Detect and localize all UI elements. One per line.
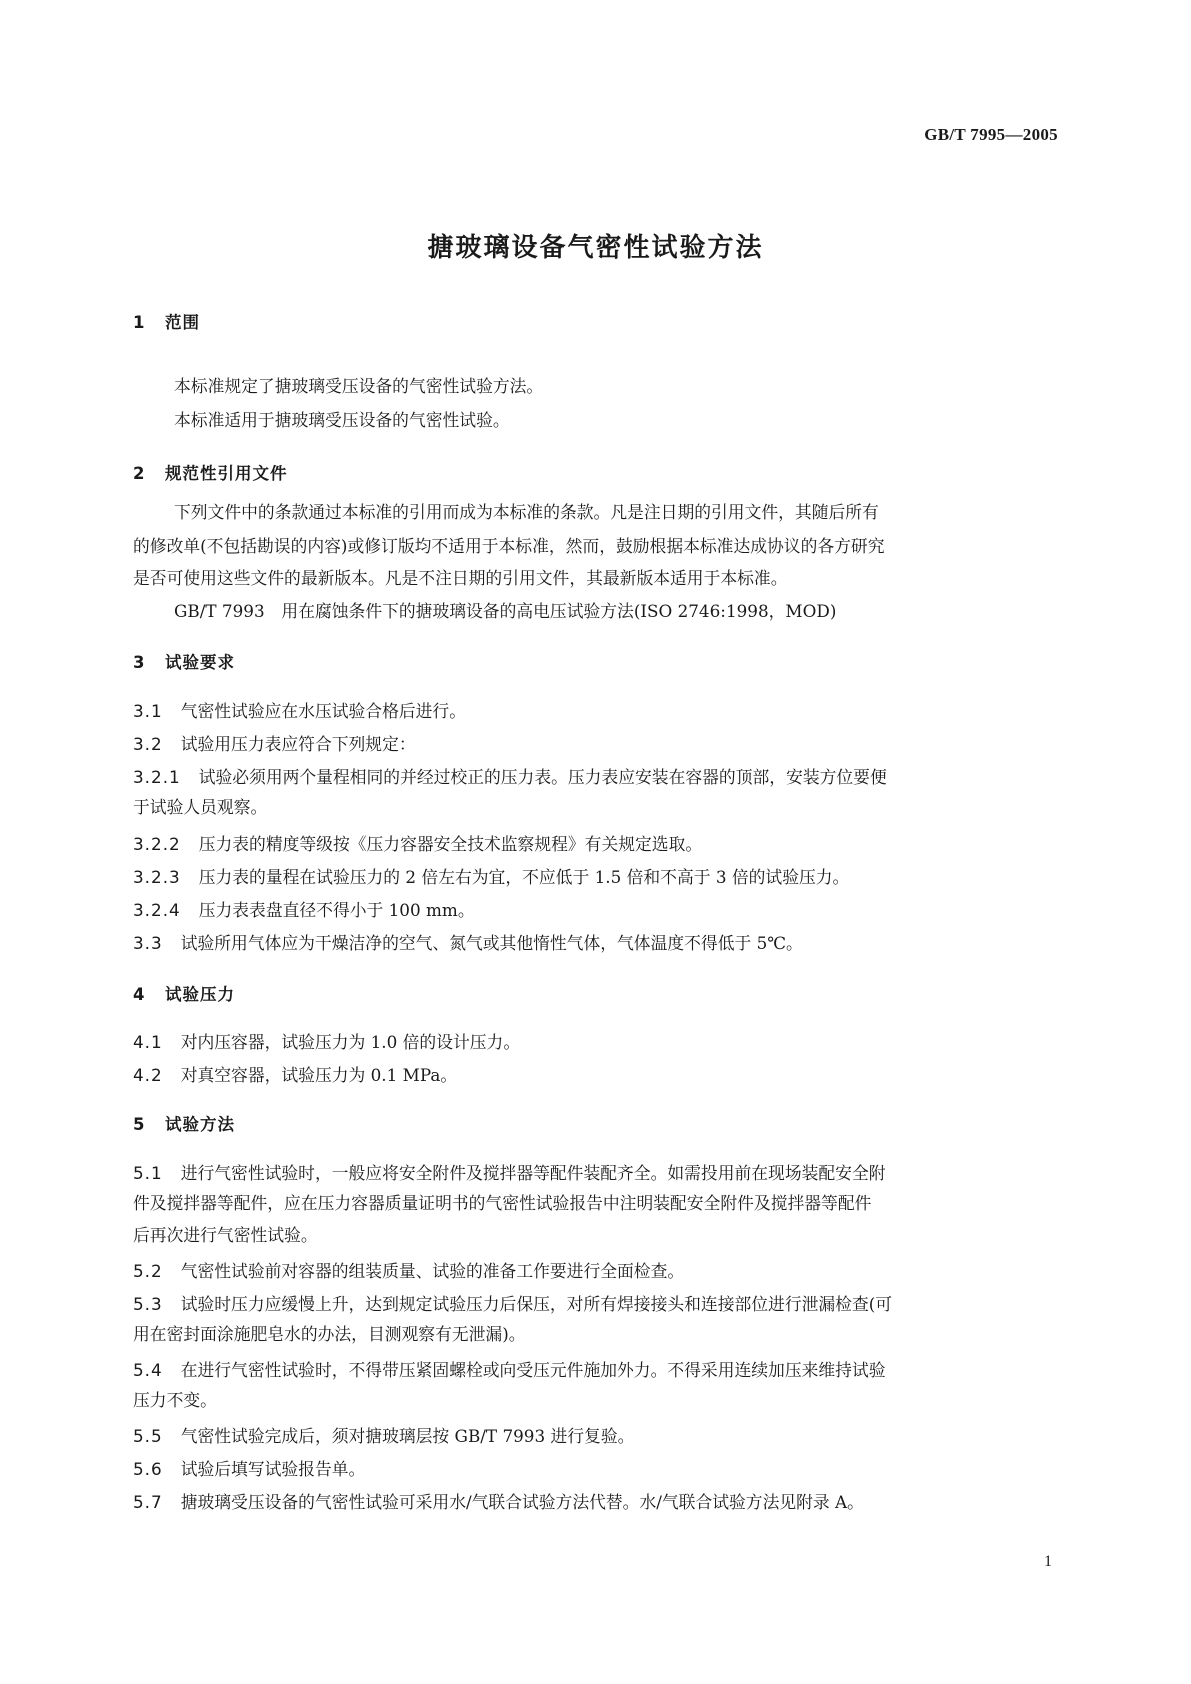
clause-3-2-4: 3.2.4 压力表表盘直径不得小于 100 mm。 xyxy=(133,900,475,920)
section-2-heading xyxy=(133,460,288,484)
section-number: 5 xyxy=(133,1115,146,1134)
clause-3-2-2: 3.2.2 压力表的精度等级按《压力容器安全技术监察规程》有关规定选取。 xyxy=(133,834,703,854)
clause-3-2-1-continuation: 于试验人员观察。 xyxy=(133,797,268,817)
section-title: 范围 xyxy=(165,313,200,332)
section-number: 2 xyxy=(133,464,146,483)
section-5-heading xyxy=(133,1111,235,1135)
section-title: 试验压力 xyxy=(165,985,235,1004)
clause-3-2: 3.2 试验用压力表应符合下列规定： xyxy=(133,734,416,754)
standard-code: GB/T 7995—2005 xyxy=(924,125,1058,144)
paragraph: 本标准规定了搪玻璃受压设备的气密性试验方法。 xyxy=(174,376,544,396)
clause-4-2: 4.2 对真空容器，试验压力为 0.1 MPa。 xyxy=(133,1065,458,1085)
section-number: 3 xyxy=(133,653,146,672)
clause-5-3: 5.3 试验时压力应缓慢上升，达到规定试验压力后保压，对所有焊接接头和连接部位进行泄漏检查(可 xyxy=(133,1294,893,1314)
paragraph-line: 是否可使用这些文件的最新版本。凡是不注日期的引用文件，其最新版本适用于本标准。 xyxy=(133,568,788,588)
clause-5-7: 5.7 搪玻璃受压设备的气密性试验可采用水/气联合试验方法代替。水/气联合试验方法见附录 A。 xyxy=(133,1492,864,1512)
page-number: 1 xyxy=(1044,1553,1052,1570)
clause-5-6: 5.6 试验后填写试验报告单。 xyxy=(133,1459,366,1479)
clause-4-1: 4.1 对内压容器，试验压力为 1.0 倍的设计压力。 xyxy=(133,1032,521,1052)
clause-5-4-continuation: 压力不变。 xyxy=(133,1390,217,1410)
clause-3-2-3: 3.2.3 压力表的量程在试验压力的 2 倍左右为宜，不应低于 1.5 倍和不高于 3 倍的试验压力。 xyxy=(133,867,850,887)
clause-5-1: 5.1 进行气密性试验时，一般应将安全附件及搅拌器等配件装配齐全。如需投用前在现场装配安全附 xyxy=(133,1163,886,1183)
section-title: 试验方法 xyxy=(165,1115,235,1134)
clause-5-3-continuation: 用在密封面涂施肥皂水的办法，目测观察有无泄漏)。 xyxy=(133,1324,526,1344)
section-3-heading xyxy=(133,649,235,673)
clause-5-5: 5.5 气密性试验完成后，须对搪玻璃层按 GB/T 7993 进行复验。 xyxy=(133,1426,635,1446)
paragraph: 本标准适用于搪玻璃受压设备的气密性试验。 xyxy=(174,410,510,430)
section-4-heading xyxy=(133,981,235,1005)
section-title: 试验要求 xyxy=(165,653,235,672)
paragraph-line: 下列文件中的条款通过本标准的引用而成为本标准的条款。凡是注日期的引用文件，其随后所有 xyxy=(174,502,879,522)
normative-reference: GB/T 7993 用在腐蚀条件下的搪玻璃设备的高电压试验方法(ISO 2746:1998，MOD) xyxy=(174,601,837,621)
clause-5-4: 5.4 在进行气密性试验时，不得带压紧固螺栓或向受压元件施加外力。不得采用连续加压来维持试验 xyxy=(133,1360,886,1380)
section-number: 1 xyxy=(133,313,146,332)
paragraph-line: 的修改单(不包括勘误的内容)或修订版均不适用于本标准，然而，鼓励根据本标准达成协议的各方研究 xyxy=(133,536,885,556)
document-title: 搪玻璃设备气密性试验方法 xyxy=(427,233,764,263)
clause-5-2: 5.2 气密性试验前对容器的组装质量、试验的准备工作要进行全面检查。 xyxy=(133,1261,685,1281)
section-1-heading xyxy=(133,309,200,333)
section-title: 规范性引用文件 xyxy=(165,464,288,483)
clause-5-1-continuation: 后再次进行气密性试验。 xyxy=(133,1225,318,1245)
section-number: 4 xyxy=(133,985,146,1004)
clause-3-3: 3.3 试验所用气体应为干燥洁净的空气、氮气或其他惰性气体，气体温度不得低于 5℃。 xyxy=(133,933,803,953)
clause-3-1: 3.1 气密性试验应在水压试验合格后进行。 xyxy=(133,701,466,721)
clause-3-2-1: 3.2.1 试验必须用两个量程相同的并经过校正的压力表。压力表应安装在容器的顶部，安装方位要便 xyxy=(133,767,887,787)
clause-5-1-continuation: 件及搅拌器等配件，应在压力容器质量证明书的气密性试验报告中注明装配安全附件及搅拌器等配件 xyxy=(133,1193,872,1213)
